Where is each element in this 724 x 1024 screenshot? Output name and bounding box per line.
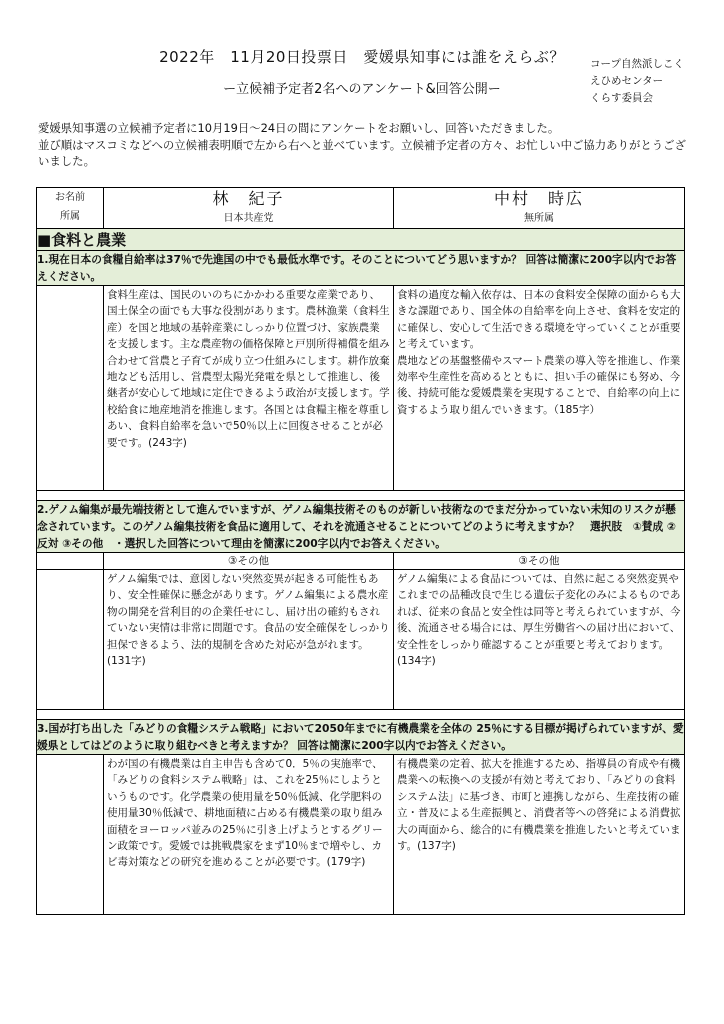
choice-label-cell [37,553,104,570]
question-row [37,720,685,755]
spacer-row [37,710,685,720]
page-title: 2022年 11月20日投票日 愛媛県知事には誰をえらぶ？ [159,48,565,66]
section-title: ■食料と農業 [37,229,685,251]
answer-left: ゲノム編集では、意図しない突然変異が起きる可能性もあり、安全性確保に懸念があります。ゲノム編集による農水産物の開発を営利目的の企業任せにし、届け出の確約もされていない実情は非常に問題です。食品の安全確保をしっかり担保できるよう、法的規制を含めた対応が急がれます。(131字) [104,570,394,710]
question-text: 1.現在日本の食糧自給率は37％で先進国の中でも最低水準です。そのことについてどう思いますか？ 回答は簡潔に200字以内でお答えください。 [37,251,685,286]
answer-row [37,755,685,915]
answer-row [37,286,685,491]
spacer-row [37,491,685,501]
answer-label-cell [37,286,104,491]
question-row [37,251,685,286]
question-text: 3.国が打ち出した「みどりの食糧システム戦略」において2050年までに有機農業を全体の 25％にする目標が掲げられていますが、愛媛県としてはどのように取り組むべきと考えますか？ 回答は簡潔に200字以内でお答えください。 [37,720,685,755]
question-text: 2.ゲノム編集が最先端技術として進んでいますが、ゲノム編集技術そのものが新しい技術なのでまだ分かっていない未知のリスクが懸念されています。このゲノム編集技術を食品に適用して、それを流通させることについてどのように考えますか？ 選択肢 ①賛成 ②反対 ③その他 ・選択した回答について理由を簡潔に200字以内でお答えください。 [37,501,685,553]
choice-left: ③その他 [104,553,394,570]
question-row [37,501,685,553]
name-label: お名前 [55,192,85,203]
page-subtitle: ー立候補予定者2名へのアンケート&回答公開ー [223,82,501,97]
answer-right: 食料の過度な輸入依存は、日本の食料安全保障の面からも大きな課題であり、国全体の自給率を向上させ、食料を安定的に確保し、安心して生活できる環境を守っていくことが重要と考えています。 農地などの基盤整備やスマート農業の導入等を推進し、作業効率や生産性を高めるとともに、担い手の確保にも努め、今後、持続可能な愛媛農業を実現することで、自給率の向上に資するよう取り組んでいきます。（185字） [394,286,685,491]
answer-right: ゲノム編集による食品については、自然に起こる突然変異やこれまでの品種改良で生じる遺伝子変化のみによるものであれば、従来の食品と安全性は同等と考えられていますが、今後、流通させる場合には、厚生労働省への届け出において、安全性をしっかり確認することが重要と考えております。(134字) [394,570,685,710]
survey-table [36,187,685,915]
candidate-name: 中村 時広 [493,189,584,208]
answer-left: 食料生産は、国民のいのちにかかわる重要な産業であり、国土保全の面でも大事な役割があります。農林漁業（食料生産）を国と地域の基幹産業にしっかり位置づけ、家族農業を支援します。主な農産物の価格保障と戸別所得補償を組み合わせて営農と子育てが成り立つ仕組みにします。耕作放棄地なども活用し、営農型太陽光発電を県として推進し、後継者が安心して地域に定住できるよう政治が支援します。学校給食に地産地消を推進します。各国とは食糧主権を尊重しあい、食料自給率を急いで50％以上に回復させることが必要です。(243字) [104,286,394,491]
answer-left: わが国の有機農業は自主申告も含めて0．5％の実施率で、「みどりの食料システム戦略」は、これを25％にしようというものです。化学農業の使用量を50％低減、化学肥料の使用量30％低減で、耕地面積に占める有機農業の取り組み面積をヨーロッパ並みの25％に引き上げようとするグリーン政策です。愛媛では挑戦農家をまず10％まで増やし、カビ毒対策などの研究を進めることが必要です。(179字) [104,755,394,915]
choice-right: ③その他 [394,553,685,570]
org-line: くらす委員会 [590,92,653,104]
answer-label-cell [37,570,104,710]
candidate-cell-right [394,188,685,229]
choice-row [37,553,685,570]
affiliation-label: 所属 [60,211,80,222]
answer-label-cell [37,755,104,915]
candidate-name: 林 紀子 [212,189,285,208]
org-line: えひめセンター [590,75,664,87]
intro-line: 愛媛県知事選の立候補予定者に10月19日〜24日の間にアンケートをお願いし、回答いただきました。 [38,121,560,135]
answer-row [37,570,685,710]
intro-line: 並び順はマスコミなどへの立候補表明順で左から右へと並べています。立候補予定者の方々、お忙しい中ご協力ありがとうございました。 [38,137,686,168]
candidate-party: 無所属 [524,213,554,224]
intro-text [38,120,688,170]
answer-right: 有機農業の定着、拡大を推進するため、指導員の育成や有機農業への転換への支援が有効と考えており、「みどりの食料システム法」に基づき、市町と連携しながら、生産技術の確立・普及による生産振興と、消費者等への啓発による消費拡大の両面から、総合的に有機農業を推進したいと考えています。(137字) [394,755,685,915]
organization-block [590,56,684,107]
org-line: コープ自然派しこく [590,58,684,70]
candidate-header-row [37,188,685,229]
section-header-row [37,229,685,251]
candidate-cell-left [104,188,394,229]
candidate-party: 日本共産党 [223,213,274,224]
header-labels-cell [37,188,104,229]
